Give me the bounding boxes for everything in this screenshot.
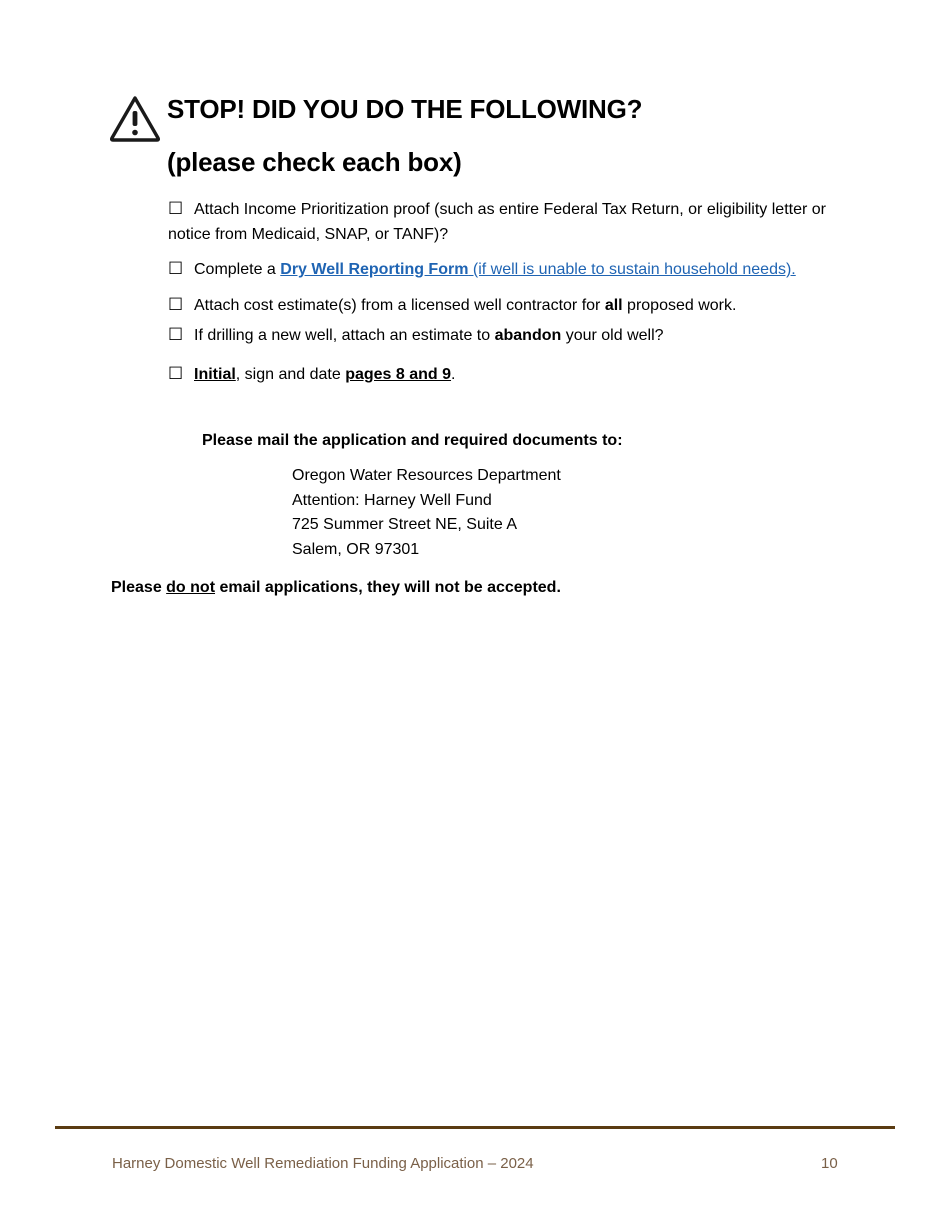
footer-divider	[55, 1126, 895, 1129]
note-emphasis: do not	[166, 579, 216, 596]
address-line: Attention: Harney Well Fund	[292, 491, 492, 509]
checklist-item-text: , sign and date	[235, 366, 346, 383]
checkbox-dry-well-form[interactable]: ☐	[168, 259, 184, 278]
checklist-item-text: If drilling a new well, attach an estimate to	[194, 327, 495, 344]
link-bold-text: Dry Well Reporting Form	[280, 261, 469, 278]
note-text: Please	[111, 579, 167, 596]
checkbox-abandon-estimate[interactable]: ☐	[168, 325, 184, 344]
checklist-item-abandon-estimate	[168, 322, 838, 348]
page-subtitle: (please check each box)	[167, 147, 462, 177]
page-title: STOP! DID YOU DO THE FOLLOWING?	[167, 94, 643, 124]
emphasis-text: Initial	[194, 366, 236, 383]
mailing-address	[292, 464, 561, 563]
emphasis-text: all	[604, 297, 623, 314]
page-number: 10	[821, 1155, 838, 1172]
note-text: email applications, they will not be accepted.	[215, 579, 561, 596]
checklist-item-initial-sign	[168, 361, 838, 387]
checklist-item-cost-estimate	[168, 292, 838, 318]
address-line: 725 Summer Street NE, Suite A	[292, 516, 517, 534]
checkbox-income-proof[interactable]: ☐	[168, 199, 184, 218]
address-line: Salem, OR 97301	[292, 541, 420, 559]
checklist-item-income-proof	[168, 196, 838, 247]
dry-well-reporting-form-link[interactable]	[280, 261, 795, 278]
email-warning-note	[111, 575, 561, 600]
footer-document-title: Harney Domestic Well Remediation Funding Application – 2024	[112, 1155, 534, 1172]
checklist-item-dry-well-form	[168, 256, 838, 282]
checklist-item-text: .	[451, 366, 456, 383]
checklist-item-text: your old well?	[561, 327, 664, 344]
checklist-item-text: Complete a	[194, 261, 281, 278]
emphasis-text: pages 8 and 9	[345, 366, 452, 383]
checkbox-cost-estimate[interactable]: ☐	[168, 295, 184, 314]
checklist-item-text: Attach cost estimate(s) from a licensed well contractor for	[194, 297, 605, 314]
mail-instructions-heading: Please mail the application and required documents to:	[202, 432, 623, 449]
address-line: Oregon Water Resources Department	[292, 467, 561, 484]
checklist-item-text: Attach Income Prioritization proof (such as entire Federal Tax Return, or eligibility letter or notice from Medicaid, SNAP, or TANF)?	[168, 201, 826, 243]
checkbox-initial-sign[interactable]: ☐	[168, 364, 184, 383]
link-rest-text: (if well is unable to sustain household needs).	[468, 261, 796, 278]
checklist-item-text: proposed work.	[622, 297, 737, 314]
warning-triangle-icon	[108, 94, 162, 144]
emphasis-text: abandon	[494, 327, 562, 344]
